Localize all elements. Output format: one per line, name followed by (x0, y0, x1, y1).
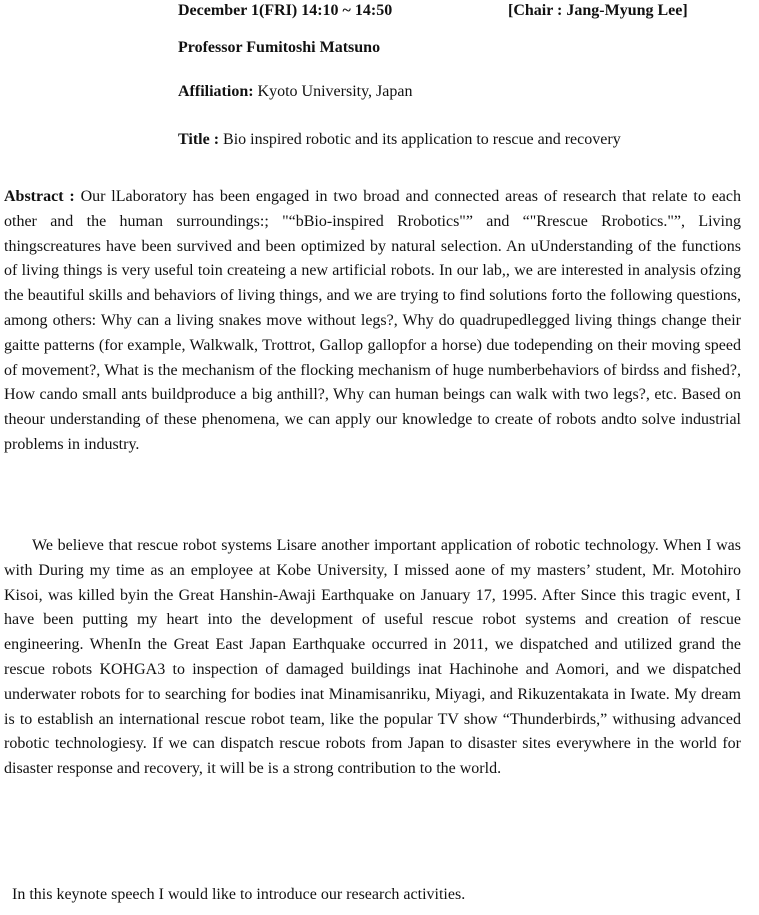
session-date-time: December 1(FRI) 14:10 ~ 14:50 (178, 2, 393, 19)
abstract-label: Abstract : (4, 188, 75, 205)
affiliation-label: Affiliation: (178, 83, 254, 100)
title-label: Title : (178, 131, 220, 148)
abstract-paragraph (4, 185, 741, 458)
affiliation-value: Kyoto University, Japan (257, 83, 413, 100)
body-paragraph-closing: In this keynote speech I would like to introduce our research activities. (12, 886, 466, 903)
talk-title (178, 126, 628, 153)
speaker-name: Professor Fumitoshi Matsuno (178, 39, 381, 56)
title-text: Bio inspired robotic and its application to rescue and recovery (223, 131, 621, 148)
session-chair: [Chair : Jang-Myung Lee] (508, 2, 688, 19)
affiliation-line (178, 83, 412, 101)
abstract-text: Our lLaboratory has been engaged in two broad and connected areas of research that relate to each other and the human surroundings:; "“bBio-inspired Rrobotics"” and “"Rrescue Rrobotics."”, Living thingscreatures have been survived and been optimized by natural selection. An uUnderstanding of the functions of living things is very useful toin createing a new artificial robots. In our lab,, we are interested in analysis ofzing the beautiful skills and behaviors of living things, and we are trying to find solutions forto the following questions, among others: Why can a living snakes move without legs?, Why do quadrupedlegged living things change their gaitte patterns (for example, Walkwalk, Trottrot, Gallop gallopfor a horse) due todepending on their moving speed of movement?, What is the mechanism of the flocking mechanism of huge numberbehaviors of birdss and fished?, How cando small ants buildproduce a big anthill?, Why can human beings can walk with two legs?, etc. Based on theour understanding of these phenomena, we can apply our knowledge to create of robots andto solve industrial problems in industry. (4, 188, 742, 453)
body-paragraph-rescue: We believe that rescue robot systems Lisare another important application of robotic technology. When I was with During my time as an employee at Kobe University, I missed aone of my masters’ student, Mr. Motohiro Kisoi, was killed byin the Great Hanshin-Awaji Earthquake on January 17, 1995. After Since this tragic event, I have been putting my heart into the development of useful rescue robot systems and creation of rescue engineering. WhenIn the Great East Japan Earthquake occurred in 2011, we dispatched and utilized grand the rescue robots KOHGA3 to inspection of damaged buildings inat Hachinohe and Aomori, and we dispatched underwater robots for to searching for bodies inat Minamisanriku, Miyagi, and Rikuzentakata in Iwate. My dream is to establish an international rescue robot team, like the popular TV show “Thunderbirds,” withusing advanced robotic technologiesy. If we can dispatch rescue robots from Japan to disaster sites everywhere in the world for disaster response and recovery, it will be is a strong contribution to the world. (4, 537, 741, 778)
